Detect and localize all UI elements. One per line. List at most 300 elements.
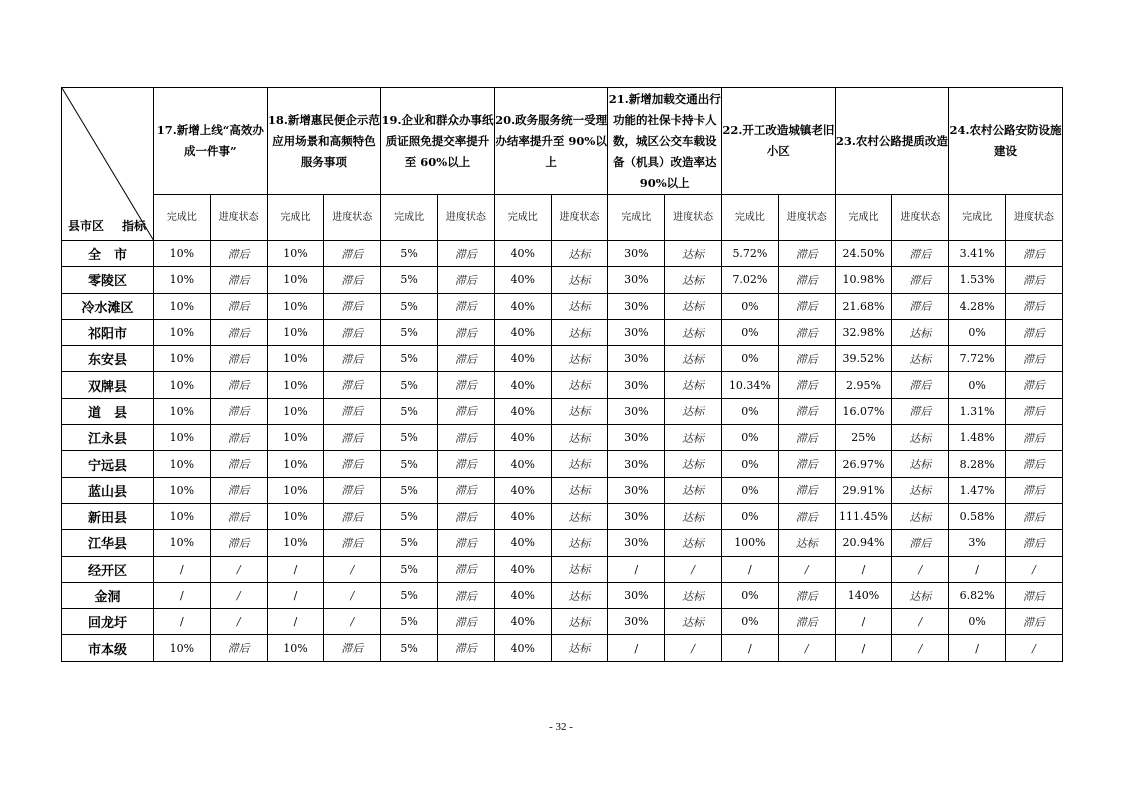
status-cell: 达标 <box>551 556 608 582</box>
indicator-header-24: 24.农村公路安防设施建设 <box>949 88 1063 195</box>
status-cell: 滞后 <box>892 372 949 398</box>
status-cell: 滞后 <box>324 293 381 319</box>
status-cell: 滞后 <box>438 477 495 503</box>
indicator-header-21: 21.新增加载交通出行功能的社保卡持卡人数，城区公交车载设备（机具）改造率达 90%以上 <box>608 88 722 195</box>
status-cell: / <box>324 556 381 582</box>
status-cell: 滞后 <box>892 241 949 267</box>
status-cell: 达标 <box>665 425 722 451</box>
sub-header-status: 进度状态 <box>210 195 267 241</box>
status-cell: 滞后 <box>210 477 267 503</box>
status-cell: 达标 <box>551 241 608 267</box>
ratio-cell: 40% <box>494 556 551 582</box>
ratio-cell: 30% <box>608 241 665 267</box>
ratio-cell: 10% <box>154 398 211 424</box>
status-cell: 滞后 <box>892 398 949 424</box>
status-cell: 滞后 <box>438 503 495 529</box>
ratio-cell: 140% <box>835 582 892 608</box>
ratio-cell: 5% <box>381 241 438 267</box>
table-row <box>62 293 1063 319</box>
status-cell: 滞后 <box>438 609 495 635</box>
ratio-cell: 5% <box>381 530 438 556</box>
status-cell: 达标 <box>551 319 608 345</box>
ratio-cell: / <box>722 635 779 661</box>
status-cell: 滞后 <box>324 503 381 529</box>
indicator-header-22: 22.开工改造城镇老旧小区 <box>722 88 836 195</box>
ratio-cell: 5% <box>381 319 438 345</box>
ratio-cell: 10% <box>154 346 211 372</box>
status-cell: 滞后 <box>324 635 381 661</box>
ratio-cell: 30% <box>608 530 665 556</box>
ratio-cell: 30% <box>608 609 665 635</box>
sub-header-ratio: 完成比 <box>835 195 892 241</box>
ratio-cell: 10% <box>267 477 324 503</box>
ratio-cell: / <box>949 635 1006 661</box>
status-cell: 滞后 <box>210 635 267 661</box>
ratio-cell: 5% <box>381 477 438 503</box>
ratio-cell: 39.52% <box>835 346 892 372</box>
row-name: 江华县 <box>62 530 154 556</box>
status-cell: / <box>778 635 835 661</box>
ratio-cell: 10% <box>154 530 211 556</box>
ratio-cell: 0% <box>722 451 779 477</box>
ratio-cell: 10% <box>267 398 324 424</box>
sub-header-status: 进度状态 <box>551 195 608 241</box>
indicator-header-19: 19.企业和群众办事纸质证照免提交率提升至 60%以上 <box>381 88 495 195</box>
status-cell: 滞后 <box>1006 582 1063 608</box>
status-cell: 达标 <box>892 425 949 451</box>
ratio-cell: 10% <box>267 346 324 372</box>
status-cell: 滞后 <box>438 241 495 267</box>
status-cell: 滞后 <box>778 372 835 398</box>
status-cell: 滞后 <box>1006 477 1063 503</box>
status-cell: 滞后 <box>778 477 835 503</box>
status-cell: 滞后 <box>210 372 267 398</box>
status-cell: / <box>1006 635 1063 661</box>
ratio-cell: 24.50% <box>835 241 892 267</box>
ratio-cell: 4.28% <box>949 293 1006 319</box>
status-cell: 滞后 <box>892 530 949 556</box>
ratio-cell: / <box>154 609 211 635</box>
status-cell: 滞后 <box>778 241 835 267</box>
status-cell: 达标 <box>551 267 608 293</box>
ratio-cell: 10% <box>154 293 211 319</box>
ratio-cell: 100% <box>722 530 779 556</box>
ratio-cell: 1.31% <box>949 398 1006 424</box>
status-cell: 达标 <box>551 398 608 424</box>
ratio-cell: 40% <box>494 267 551 293</box>
table-row <box>62 372 1063 398</box>
corner-metric-label: 指标 <box>122 219 147 233</box>
status-cell: / <box>892 556 949 582</box>
sub-header-row <box>62 195 1063 241</box>
ratio-cell: 30% <box>608 503 665 529</box>
status-cell: 达标 <box>551 451 608 477</box>
ratio-cell: 10% <box>154 503 211 529</box>
ratio-cell: 40% <box>494 241 551 267</box>
status-cell: 达标 <box>665 372 722 398</box>
ratio-cell: / <box>154 582 211 608</box>
status-cell: 达标 <box>665 503 722 529</box>
status-cell: / <box>1006 556 1063 582</box>
status-cell: 滞后 <box>324 477 381 503</box>
ratio-cell: 5% <box>381 425 438 451</box>
ratio-cell: 0% <box>949 319 1006 345</box>
ratio-cell: 21.68% <box>835 293 892 319</box>
ratio-cell: 20.94% <box>835 530 892 556</box>
ratio-cell: 29.91% <box>835 477 892 503</box>
ratio-cell: 3.41% <box>949 241 1006 267</box>
row-name: 蓝山县 <box>62 477 154 503</box>
status-cell: 滞后 <box>438 582 495 608</box>
ratio-cell: / <box>608 635 665 661</box>
ratio-cell: / <box>608 556 665 582</box>
ratio-cell: 40% <box>494 582 551 608</box>
status-cell: 滞后 <box>1006 319 1063 345</box>
table-row <box>62 425 1063 451</box>
status-cell: 达标 <box>665 241 722 267</box>
table-row <box>62 398 1063 424</box>
table-row <box>62 346 1063 372</box>
ratio-cell: 7.02% <box>722 267 779 293</box>
status-cell: 达标 <box>551 635 608 661</box>
ratio-cell: 7.72% <box>949 346 1006 372</box>
status-cell: 滞后 <box>324 267 381 293</box>
status-cell: 滞后 <box>210 451 267 477</box>
ratio-cell: 10% <box>154 241 211 267</box>
table-row <box>62 241 1063 267</box>
ratio-cell: 40% <box>494 346 551 372</box>
status-cell: 滞后 <box>324 530 381 556</box>
status-cell: 滞后 <box>438 267 495 293</box>
status-cell: 达标 <box>551 530 608 556</box>
ratio-cell: 25% <box>835 425 892 451</box>
ratio-cell: 10% <box>267 635 324 661</box>
sub-header-status: 进度状态 <box>665 195 722 241</box>
ratio-cell: 5.72% <box>722 241 779 267</box>
ratio-cell: 10% <box>154 451 211 477</box>
ratio-cell: 111.45% <box>835 503 892 529</box>
status-cell: 滞后 <box>1006 503 1063 529</box>
indicator-header-23: 23.农村公路提质改造 <box>835 88 949 195</box>
ratio-cell: 3% <box>949 530 1006 556</box>
sub-header-ratio: 完成比 <box>608 195 665 241</box>
ratio-cell: 0% <box>722 503 779 529</box>
status-cell: 滞后 <box>778 346 835 372</box>
table-row <box>62 556 1063 582</box>
status-cell: 滞后 <box>1006 398 1063 424</box>
sub-header-ratio: 完成比 <box>494 195 551 241</box>
status-cell: 滞后 <box>778 582 835 608</box>
ratio-cell: 40% <box>494 398 551 424</box>
status-cell: 滞后 <box>324 241 381 267</box>
status-cell: 滞后 <box>438 425 495 451</box>
status-cell: / <box>324 609 381 635</box>
ratio-cell: 26.97% <box>835 451 892 477</box>
sub-header-ratio: 完成比 <box>722 195 779 241</box>
indicator-header-18: 18.新增惠民便企示范应用场景和高频特色服务事项 <box>267 88 381 195</box>
status-cell: 达标 <box>892 451 949 477</box>
status-cell: / <box>210 609 267 635</box>
ratio-cell: 5% <box>381 398 438 424</box>
ratio-cell: 40% <box>494 372 551 398</box>
status-cell: 滞后 <box>778 609 835 635</box>
ratio-cell: / <box>154 556 211 582</box>
ratio-cell: 5% <box>381 267 438 293</box>
status-cell: 滞后 <box>438 319 495 345</box>
status-cell: 达标 <box>551 477 608 503</box>
status-cell: 滞后 <box>210 425 267 451</box>
row-name: 祁阳市 <box>62 319 154 345</box>
ratio-cell: 1.48% <box>949 425 1006 451</box>
ratio-cell: 40% <box>494 425 551 451</box>
row-name: 市本级 <box>62 635 154 661</box>
status-cell: 滞后 <box>210 267 267 293</box>
ratio-cell: 30% <box>608 582 665 608</box>
status-cell: 滞后 <box>324 319 381 345</box>
ratio-cell: 10% <box>267 319 324 345</box>
table-row <box>62 582 1063 608</box>
status-cell: 滞后 <box>210 319 267 345</box>
table-row <box>62 477 1063 503</box>
status-cell: 达标 <box>551 582 608 608</box>
status-cell: 滞后 <box>778 293 835 319</box>
status-cell: 滞后 <box>324 451 381 477</box>
table-row <box>62 503 1063 529</box>
ratio-cell: 5% <box>381 635 438 661</box>
ratio-cell: 40% <box>494 451 551 477</box>
table-row <box>62 635 1063 661</box>
sub-header-ratio: 完成比 <box>154 195 211 241</box>
status-cell: 滞后 <box>892 267 949 293</box>
status-cell: 滞后 <box>1006 346 1063 372</box>
status-cell: 滞后 <box>438 451 495 477</box>
header-row <box>62 88 1063 195</box>
indicator-header-17: 17.新增上线“高效办成一件事” <box>154 88 268 195</box>
ratio-cell: 6.82% <box>949 582 1006 608</box>
status-cell: 滞后 <box>1006 451 1063 477</box>
sub-header-status: 进度状态 <box>1006 195 1063 241</box>
ratio-cell: 40% <box>494 503 551 529</box>
status-cell: 达标 <box>551 293 608 319</box>
corner-header-cell <box>62 88 154 241</box>
row-name: 东安县 <box>62 346 154 372</box>
ratio-cell: 5% <box>381 609 438 635</box>
status-cell: / <box>665 635 722 661</box>
status-cell: / <box>210 556 267 582</box>
status-cell: 滞后 <box>778 398 835 424</box>
ratio-cell: 10% <box>267 425 324 451</box>
status-cell: 滞后 <box>210 503 267 529</box>
status-cell: 滞后 <box>1006 609 1063 635</box>
status-cell: 滞后 <box>438 635 495 661</box>
sub-header-ratio: 完成比 <box>381 195 438 241</box>
ratio-cell: 5% <box>381 372 438 398</box>
row-name: 经开区 <box>62 556 154 582</box>
ratio-cell: 30% <box>608 319 665 345</box>
status-cell: 达标 <box>665 451 722 477</box>
ratio-cell: / <box>835 635 892 661</box>
status-cell: 达标 <box>551 346 608 372</box>
ratio-cell: 10% <box>267 293 324 319</box>
ratio-cell: 30% <box>608 346 665 372</box>
status-cell: 滞后 <box>210 398 267 424</box>
status-cell: 滞后 <box>438 372 495 398</box>
row-name: 新田县 <box>62 503 154 529</box>
status-cell: / <box>324 582 381 608</box>
sub-header-status: 进度状态 <box>778 195 835 241</box>
ratio-cell: 10% <box>267 372 324 398</box>
table-row <box>62 530 1063 556</box>
ratio-cell: 30% <box>608 398 665 424</box>
ratio-cell: / <box>267 556 324 582</box>
table-row <box>62 609 1063 635</box>
status-cell: 滞后 <box>778 267 835 293</box>
ratio-cell: 2.95% <box>835 372 892 398</box>
status-cell: 滞后 <box>438 398 495 424</box>
ratio-cell: 10% <box>154 477 211 503</box>
ratio-cell: 40% <box>494 609 551 635</box>
row-name: 金洞 <box>62 582 154 608</box>
row-name: 双牌县 <box>62 372 154 398</box>
ratio-cell: 8.28% <box>949 451 1006 477</box>
status-cell: 达标 <box>665 398 722 424</box>
ratio-cell: 40% <box>494 530 551 556</box>
status-cell: 滞后 <box>1006 425 1063 451</box>
status-cell: 滞后 <box>324 372 381 398</box>
status-cell: 达标 <box>665 346 722 372</box>
status-cell: 滞后 <box>210 530 267 556</box>
ratio-cell: 0% <box>722 319 779 345</box>
status-cell: 达标 <box>551 372 608 398</box>
status-cell: 滞后 <box>324 398 381 424</box>
status-cell: 滞后 <box>778 503 835 529</box>
status-cell: 滞后 <box>1006 267 1063 293</box>
indicator-header-20: 20.政务服务统一受理办结率提升至 90%以上 <box>494 88 608 195</box>
status-cell: 滞后 <box>778 425 835 451</box>
ratio-cell: 1.53% <box>949 267 1006 293</box>
ratio-cell: / <box>267 582 324 608</box>
ratio-cell: 40% <box>494 477 551 503</box>
sub-header-status: 进度状态 <box>438 195 495 241</box>
ratio-cell: 30% <box>608 372 665 398</box>
ratio-cell: 32.98% <box>835 319 892 345</box>
status-cell: 达标 <box>665 530 722 556</box>
status-cell: 滞后 <box>1006 241 1063 267</box>
status-cell: 达标 <box>551 609 608 635</box>
ratio-cell: 10% <box>267 451 324 477</box>
ratio-cell: 0% <box>722 293 779 319</box>
progress-table <box>61 87 1063 662</box>
ratio-cell: 0% <box>722 425 779 451</box>
ratio-cell: 30% <box>608 425 665 451</box>
ratio-cell: / <box>267 609 324 635</box>
status-cell: 达标 <box>892 582 949 608</box>
ratio-cell: 10% <box>154 425 211 451</box>
ratio-cell: 30% <box>608 293 665 319</box>
row-name: 全 市 <box>62 241 154 267</box>
status-cell: 滞后 <box>1006 293 1063 319</box>
row-name: 回龙圩 <box>62 609 154 635</box>
ratio-cell: 0% <box>949 372 1006 398</box>
status-cell: / <box>778 556 835 582</box>
status-cell: 达标 <box>778 530 835 556</box>
status-cell: 滞后 <box>324 425 381 451</box>
ratio-cell: 0% <box>722 398 779 424</box>
ratio-cell: 30% <box>608 477 665 503</box>
ratio-cell: 0% <box>722 477 779 503</box>
status-cell: 达标 <box>892 503 949 529</box>
ratio-cell: / <box>835 556 892 582</box>
status-cell: / <box>892 635 949 661</box>
ratio-cell: 10% <box>154 319 211 345</box>
row-name: 零陵区 <box>62 267 154 293</box>
table-row <box>62 451 1063 477</box>
ratio-cell: 10% <box>267 503 324 529</box>
ratio-cell: 0% <box>722 582 779 608</box>
status-cell: 滞后 <box>778 451 835 477</box>
status-cell: / <box>210 582 267 608</box>
ratio-cell: 10% <box>154 635 211 661</box>
ratio-cell: 10% <box>154 372 211 398</box>
ratio-cell: 30% <box>608 267 665 293</box>
ratio-cell: 5% <box>381 503 438 529</box>
ratio-cell: 10% <box>267 267 324 293</box>
row-name: 道 县 <box>62 398 154 424</box>
row-name: 江永县 <box>62 425 154 451</box>
ratio-cell: 5% <box>381 293 438 319</box>
status-cell: 达标 <box>665 609 722 635</box>
ratio-cell: 10.98% <box>835 267 892 293</box>
ratio-cell: 40% <box>494 319 551 345</box>
status-cell: 滞后 <box>1006 372 1063 398</box>
ratio-cell: 5% <box>381 582 438 608</box>
ratio-cell: 10.34% <box>722 372 779 398</box>
page-number: - 32 - <box>549 721 573 733</box>
ratio-cell: 40% <box>494 635 551 661</box>
status-cell: 达标 <box>892 346 949 372</box>
status-cell: 滞后 <box>324 346 381 372</box>
ratio-cell: 30% <box>608 451 665 477</box>
status-cell: 达标 <box>892 319 949 345</box>
row-name: 冷水滩区 <box>62 293 154 319</box>
status-cell: 达标 <box>551 425 608 451</box>
ratio-cell: 10% <box>154 267 211 293</box>
ratio-cell: 0.58% <box>949 503 1006 529</box>
status-cell: 达标 <box>892 477 949 503</box>
status-cell: 达标 <box>665 267 722 293</box>
status-cell: 达标 <box>665 293 722 319</box>
corner-county-label: 县市区 <box>68 219 105 233</box>
table-row <box>62 267 1063 293</box>
sub-header-ratio: 完成比 <box>949 195 1006 241</box>
ratio-cell: 16.07% <box>835 398 892 424</box>
status-cell: 达标 <box>665 319 722 345</box>
status-cell: / <box>665 556 722 582</box>
ratio-cell: 0% <box>722 346 779 372</box>
sub-header-status: 进度状态 <box>324 195 381 241</box>
ratio-cell: 0% <box>722 609 779 635</box>
status-cell: 滞后 <box>210 346 267 372</box>
row-name: 宁远县 <box>62 451 154 477</box>
status-cell: 滞后 <box>778 319 835 345</box>
sub-header-ratio: 完成比 <box>267 195 324 241</box>
status-cell: 达标 <box>551 503 608 529</box>
status-cell: 滞后 <box>892 293 949 319</box>
ratio-cell: 5% <box>381 451 438 477</box>
status-cell: / <box>892 609 949 635</box>
ratio-cell: 5% <box>381 346 438 372</box>
status-cell: 滞后 <box>210 241 267 267</box>
